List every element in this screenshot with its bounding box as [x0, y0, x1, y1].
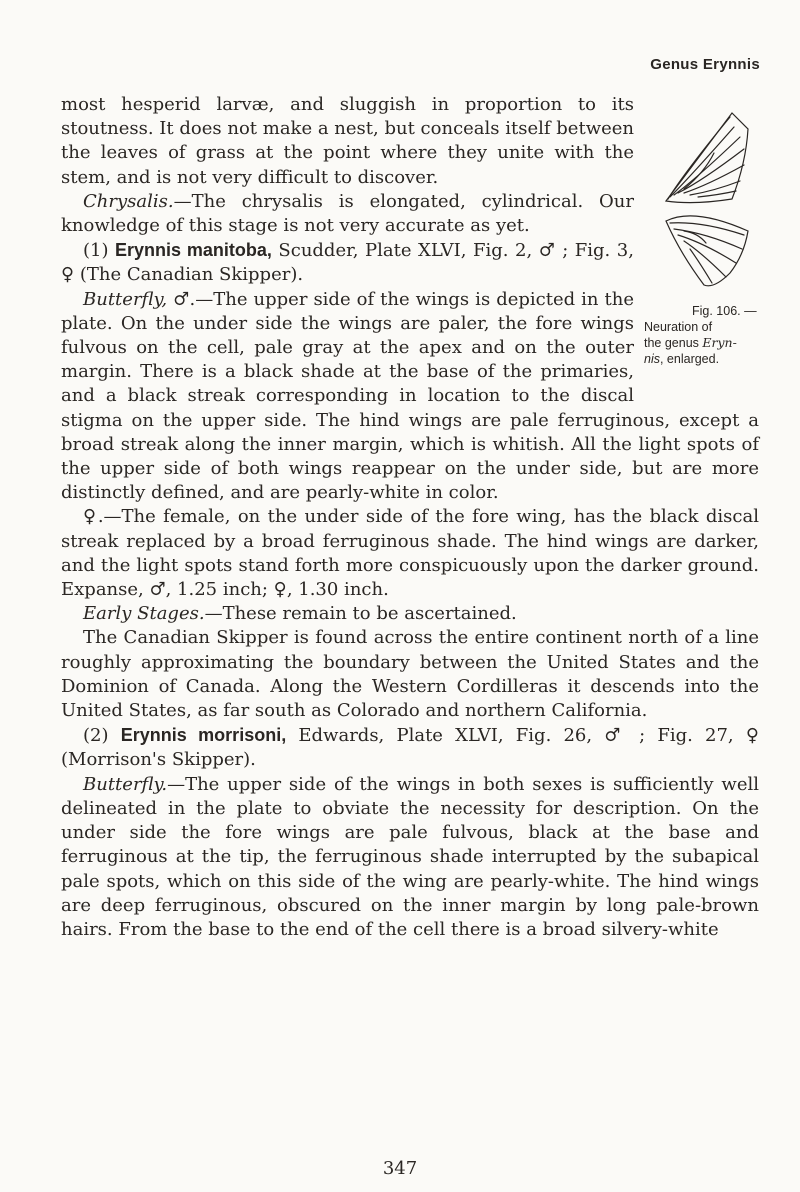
paragraph-species-2: (2) Erynnis morrisoni, Edwards, Plate XLVI, Fig. 26, ♂ ; Fig. 27, ♀ (Morrison's Skipper). [61, 725, 759, 771]
wing-neuration-icon [644, 93, 759, 303]
page-number: 347 [382, 1158, 418, 1179]
paragraph-early-stages: Early Stages.—These remain to be ascertained. [83, 603, 517, 625]
page-body [61, 93, 759, 942]
figure-106 [644, 93, 759, 405]
caption-neuration: Neuration of [644, 320, 713, 334]
paragraph-butterfly-1: Butterfly, ♂.—The upper side of the wings is depicted in the plate. On the under side the wings are paler, the fore wings fulvous on the cell, pale gray at the apex and on the outer margin. There is a black shade at the base of the primaries, and a black streak corresponding in location to the discal stigma on the upper side. The hind wings are pale ferruginous, except a broad streak along the inner margin, which is whitish. All the light spots of the upper side of both wings reappear on the under side, but are more distinctly defined, and are pearly-white in color. [61, 288, 759, 504]
paragraph-larva-end: Fig. 106. — Neuration of the genus Eryn- nis, enlarged. most hesperid larvæ, and sluggish in proportion to its stoutness. It does not make a nest, but conceals itself between the leaves of grass at the point where they unite with the stem, and is not very difficult to discover. [61, 93, 759, 190]
paragraph-female: ♀.—The female, on the under side of the fore wing, has the black discal streak replaced by a broad ferruginous shade. The hind wings are darker, and the light spots stand forth more conspicuously upon the darker ground. Expanse, ♂, 1.25 inch; ♀, 1.30 inch. [61, 506, 759, 601]
caption-genus-end: nis [644, 352, 660, 366]
caption-enlarged: , enlarged. [659, 352, 720, 366]
running-header: Genus Erynnis [650, 56, 760, 73]
paragraph-species-1: (1) Erynnis manitoba, Scudder, Plate XLVI, Fig. 2, ♂ ; Fig. 3, ♀ (The Canadian Skipper). [61, 240, 634, 286]
figure-caption [644, 303, 759, 367]
paragraph-butterfly-2: Butterfly.—The upper side of the wings in both sexes is sufficiently well delineated in the plate to obviate the necessity for description. On the under side the fore wings are pale fulvous, black at the base and ferruginous at the tip, the ferruginous shade interrupted by the subapical pale spots, which on this side of the wing are pearly-white. The hind wings are deep ferruginous, obscured on the inner margin by long pale-brown hairs. From the base to the end of the cell there is a broad silvery-white [61, 773, 759, 940]
caption-fig-number: Fig. 106. — [692, 304, 757, 318]
paragraph-chrysalis: Chrysalis.—The chrysalis is elongated, cylindrical. Our knowledge of this stage is not very accurate as yet. [61, 190, 634, 237]
paragraph-distribution: The Canadian Skipper is found across the entire continent north of a line roughly approximating the boundary between the United States and the Dominion of Canada. Along the Western Cordilleras it descends into the United States, as far south as Colorado and northern California. [61, 627, 759, 722]
caption-genus: the genus Eryn- [644, 335, 737, 350]
